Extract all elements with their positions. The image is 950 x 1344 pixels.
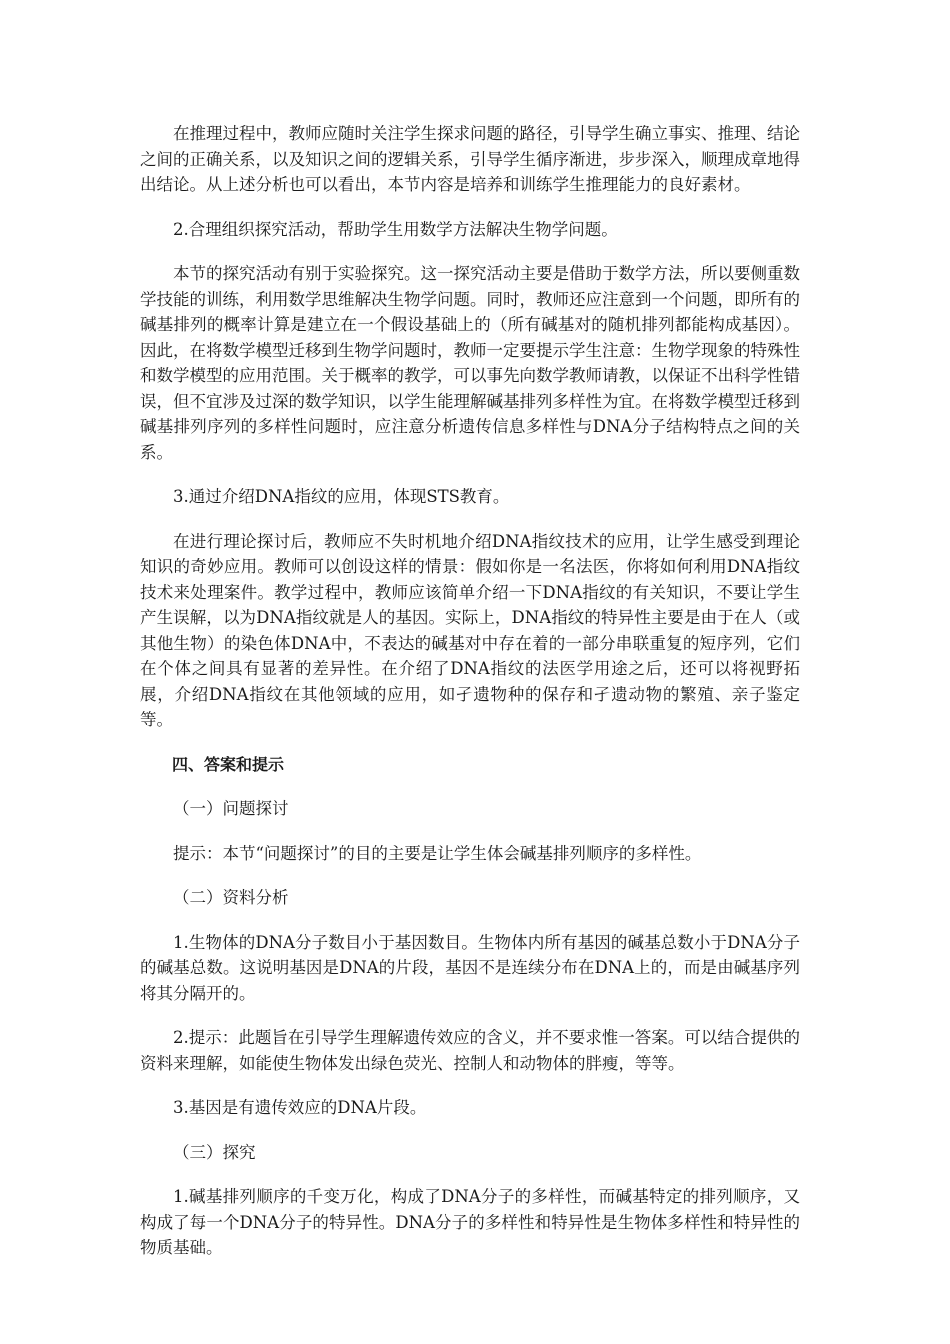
- answer-1: 1.生物体的DNA分子数目小于基因数目。生物体内所有基因的碱基总数小于DNA分子的碱基总数。这说明基因是DNA的片段，基因不是连续分布在DNA上的，而是由碱基序列将其分隔开的。: [140, 932, 800, 1003]
- subsection-question-discussion: （一）问题探讨: [173, 799, 289, 818]
- inquiry-answer-1: 1.碱基排列顺序的千变万化，构成了DNA分子的多样性，而碱基特定的排列顺序，又构成了每一个DNA分子的特异性。DNA分子的多样性和特异性是生物体多样性和特异性的物质基础。: [140, 1187, 800, 1257]
- paragraph-reasoning: 在推理过程中，教师应随时关注学生探求问题的路径，引导学生确立事实、推理、结论之间的正确关系，以及知识之间的逻辑关系，引导学生循序渐进，步步深入，顺理成章地得出结论。从上述分析也可以看出，本节内容是培养和训练学生推理能力的良好素材。: [140, 124, 800, 194]
- document-body: [140, 121, 800, 1280]
- point-3-heading: 3.通过介绍DNA指纹的应用，体现STS教育。: [173, 487, 510, 506]
- point-2-heading: 2.合理组织探究活动，帮助学生用数学方法解决生物学问题。: [173, 219, 618, 239]
- subsection-inquiry: （三）探究: [173, 1142, 256, 1162]
- paragraph-math-inquiry: 本节的探究活动有别于实验探究。这一探究活动主要是借助于数学方法，所以要侧重数学技能的训练，利用数学思维解决生物学问题。同时，教师还应注意到一个问题，即所有的碱基排列的概率计算是建立在一个假设基础上的（所有碱基对的随机排列都能构成基因）。因此，在将数学模型迁移到生物学问题时，教师一定要提示学生注意：生物学现象的特殊性和数学模型的应用范围。关于概率的教学，可以事先向数学教师请教，以保证不出科学性错误，但不宜涉及过深的数学知识，以学生能理解碱基排列多样性为宜。在将数学模型迁移到碱基排列序列的多样性问题时，应注意分析遗传信息多样性与DNA分子结构特点之间的关系。: [140, 264, 800, 462]
- subsection-data-analysis: （二）资料分析: [173, 888, 289, 907]
- section-heading-answers: 四、答案和提示: [172, 754, 285, 774]
- paragraph-dna-fingerprint: 在进行理论探讨后，教师应不失时机地介绍DNA指纹技术的应用，让学生感受到理论知识的奇妙应用。教师可以创设这样的情景：假如你是一名法医，你将如何利用DNA指纹技术来处理案件。教学过程中，教师应该简单介绍一下DNA指纹的有关知识，不要让学生产生误解，以为DNA指纹就是人的基因。实际上，DNA指纹的特异性主要是由于在人（或其他生物）的染色体DNA中，不表达的碱基对中存在着的一部分串联重复的短序列，它们在个体之间具有显著的差异性。在介绍了DNA指纹的法医学用途之后，还可以将视野拓展，介绍DNA指纹在其他领域的应用，如孑遗物种的保存和孑遗动物的繁殖、亲子鉴定等。: [140, 531, 800, 729]
- answer-3: 3.基因是有遗传效应的DNA片段。: [173, 1098, 427, 1117]
- paragraph-hint: 提示：本节“问题探讨”的目的主要是让学生体会碱基排列顺序的多样性。: [173, 843, 702, 863]
- answer-2: 2.提示：此题旨在引导学生理解遗传效应的含义，并不要求惟一答案。可以结合提供的资料来理解，如能使生物体发出绿色荧光、控制人和动物体的胖瘦，等等。: [140, 1028, 800, 1073]
